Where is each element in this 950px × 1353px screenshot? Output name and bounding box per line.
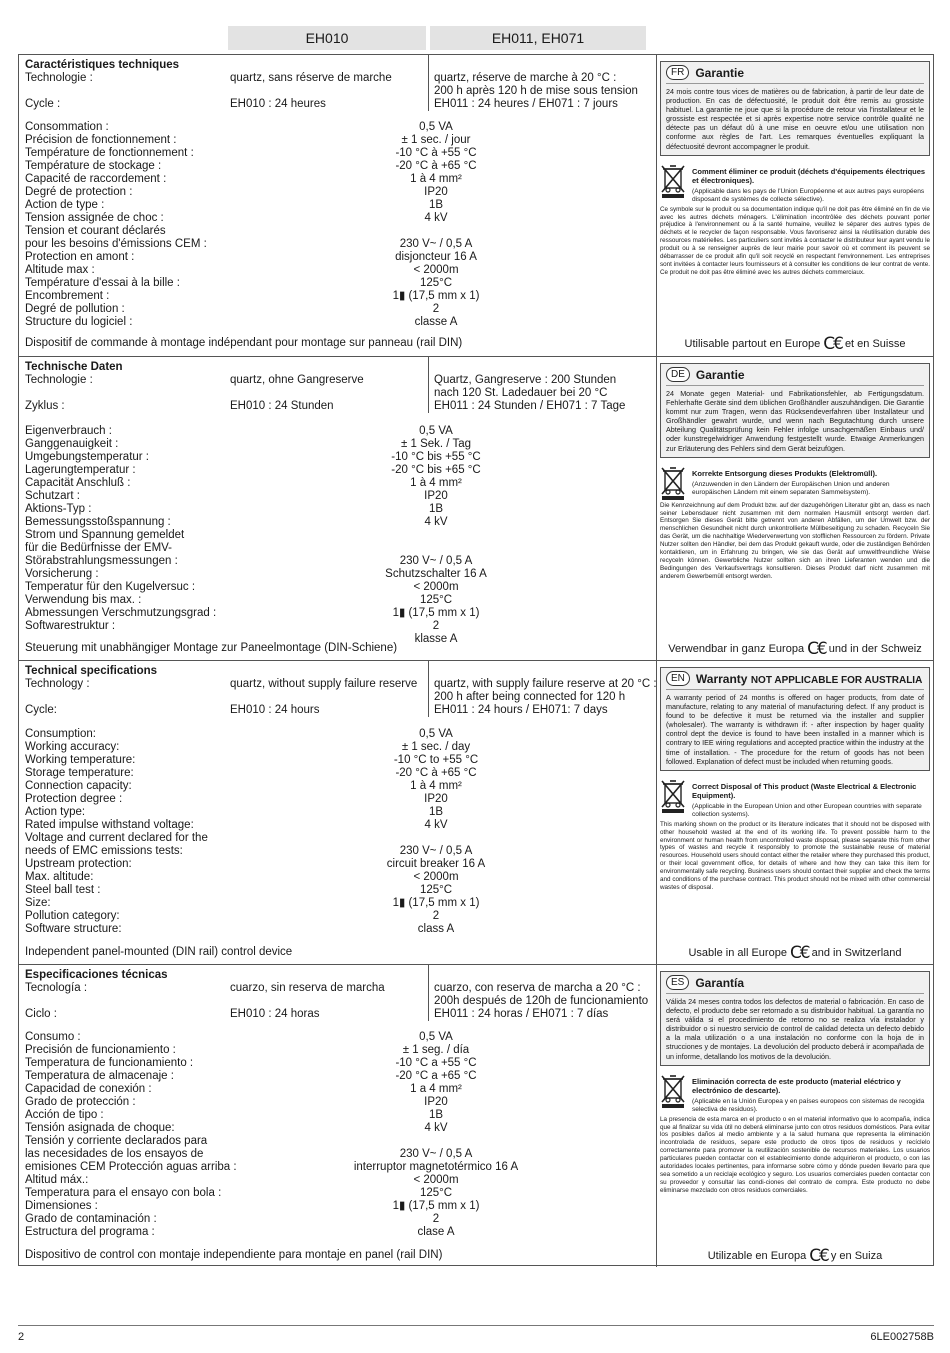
warranty-title-text: Warranty <box>695 671 748 686</box>
cycle-label: Cycle : <box>25 98 61 110</box>
usable-in-europe <box>660 943 930 963</box>
spec-value: 230 V~ / 0,5 A <box>399 1148 473 1160</box>
spec-label: Voltage and current declared for the <box>25 832 208 844</box>
spec-value: 0,5 VA <box>419 121 453 133</box>
document-reference: 6LE002758B <box>870 1331 934 1343</box>
spec-section-fr <box>19 55 933 356</box>
spec-value: 230 V~ / 0,5 A <box>399 238 473 250</box>
cycle-eh011: EH011 : 24 horas / EH071 : 7 días <box>434 1008 609 1020</box>
spec-value: ± 1 seg. / día <box>402 1044 470 1056</box>
spec-value: -20 °C a +65 °C <box>395 1070 477 1082</box>
spec-label: Température d'essai à la bille : <box>25 277 180 289</box>
spec-value: 1▮ (17,5 mm x 1) <box>392 290 480 302</box>
spec-label: Altitud máx.: <box>25 1174 89 1186</box>
spec-value: 0,5 VA <box>419 1031 453 1043</box>
weee-crossed-bin-icon <box>660 164 686 198</box>
technology-label: Tecnología : <box>25 982 88 994</box>
warranty-box <box>660 61 930 156</box>
spec-value: 125°C <box>419 594 453 606</box>
spec-value: 1 à 4 mm² <box>410 780 462 792</box>
cycle-eh011: EH011 : 24 hours / EH071: 7 days <box>434 704 608 716</box>
disposal-text: This marking shown on the product or its literature indicates that it should not be disposed with other household wasted at the end of its working life. To prevent possible harm to the environment or human health from uncontrolled waste disposal, please separate this from other types of wastes and recycle it responsibly to promote the sustainable reuse of material resources. Household users should contact either the retailer where they purchased this product, or their local government office, for details of where and how they can take this item for environmentally safe recycling. Business users should contact their supplier and check the terms and conditions of the purchase contract. This product should not be mixed with other commercial wastes of disposal. <box>660 820 930 891</box>
spec-label: Umgebungstemperatur : <box>25 451 150 463</box>
column-divider <box>428 357 429 413</box>
spec-label: Eigenverbrauch : <box>25 425 112 437</box>
spec-value: clase A <box>417 1226 455 1238</box>
spec-value: class A <box>417 923 455 935</box>
cycle-eh010: EH010 : 24 heures <box>230 98 326 110</box>
disposal-heading <box>692 1074 930 1114</box>
column-header-eh010: EH010 <box>228 26 426 50</box>
spec-label: Connection capacity: <box>25 780 132 792</box>
warranty-subtitle: NOT APPLICABLE FOR AUSTRALIA <box>750 674 923 686</box>
disposal-block <box>660 466 930 500</box>
cycle-eh010: EH010 : 24 horas <box>230 1008 320 1020</box>
spec-value: -10 °C a +55 °C <box>395 1057 477 1069</box>
spec-label: Température de fonctionnement : <box>25 147 194 159</box>
spec-value: IP20 <box>424 490 448 502</box>
technology-eh011-line2: 200 h après 120 h de mise sous tension <box>434 85 638 97</box>
spec-label: Température de stockage : <box>25 160 162 172</box>
usable-text: Verwendbar in ganz Europa <box>668 643 805 655</box>
warranty-title <box>696 368 745 382</box>
spec-label: Max. altitude: <box>25 871 94 883</box>
spec-value: 125°C <box>419 277 453 289</box>
spec-label: Temperatura de almacenaje : <box>25 1070 174 1082</box>
spec-label: Grado de contaminación : <box>25 1213 157 1225</box>
column-header-eh011-eh071: EH011, EH071 <box>430 26 646 50</box>
disposal-title: Korrekte Entsorgung dieses Produkts (Elektromüll). <box>692 468 878 478</box>
spec-label: Störabstrahlungsmessungen : <box>25 555 178 567</box>
warranty-title-text: Garantie <box>695 367 745 382</box>
warranty-panel <box>660 61 930 277</box>
spec-value: classe A <box>414 316 458 328</box>
section-footer-note: Independent panel-mounted (DIN rail) control device <box>25 946 293 958</box>
technology-eh010: cuarzo, sin reserva de marcha <box>230 982 385 994</box>
disposal-text: Ce symbole sur le produit ou sa documentation indique qu'il ne doit pas être éliminé en fin de vie avec les autres déchets ménagers. L'élimination incontrôlée des déchets pouvant porter préjudice à l'environnement ou à la santé humaine, veuillez le séparer des autres types de déchets et le recycler de façon responsable. Vous favoriserez ainsi la réutilisation durable des ressources matérielles. Les particuliers sont invités à contacter le distributeur leur ayant vendu le produit ou à se renseigner auprès de leur mairie pour savoir où et comment ils peuvent se débarrasser de ce produit afin qu'il soit recyclé en respectant l'environnement. Les entreprises sont invitées à contacter leurs fournisseurs et à consulter les conditions de leur contrat de vente. Ce produit ne doit pas être éliminé avec les autres déchets commerciaux. <box>660 205 930 276</box>
spec-value: < 2000m <box>413 581 459 593</box>
spec-value: 1▮ (17,5 mm x 1) <box>392 607 480 619</box>
bottom-rule <box>18 1325 934 1326</box>
cycle-eh011: EH011 : 24 heures / EH071 : 7 jours <box>434 98 618 110</box>
disposal-title: Correct Disposal of This product (Waste Electrical & Electronic Equipment). <box>692 781 917 800</box>
cycle-eh011: EH011 : 24 Stunden / EH071 : 7 Tage <box>434 400 626 412</box>
section-title: Technical specifications <box>25 665 158 677</box>
spec-label: pour les besoins d'émissions CEM : <box>25 238 207 250</box>
spec-label: Degré de pollution : <box>25 303 125 315</box>
spec-value: 4 kV <box>424 1122 448 1134</box>
warranty-text: 24 Monate gegen Material- und Fabrikationsfehler, ab Fertigungsdatum. Fehlerhafte Geräte sind dem üblichen Großhändler auszuhändigen. Die Garantie kommt nur zum Tragen, wenn das Rücksendeverfahren über Installateur und Großhändler gewahrt wurde, und wenn nach Begutachtung durch unsere Abteilung Qualitätsprüfung kein Fehler infolge unsachgemäßen Einbaus und/ oder kunstregelwidriger Anwendung festgestellt wurde. Etwaige Anmerkungen zur Erläuterung des Fehlers sind dem Gerät beizufügen. <box>666 385 924 453</box>
spec-label: Temperatur für den Kugelversuc : <box>25 581 196 593</box>
spec-label: Size: <box>25 897 51 909</box>
ce-mark-icon: C€ <box>807 639 826 659</box>
usable-text-suffix: et en Suisse <box>844 338 906 350</box>
spec-value: 1B <box>428 806 444 818</box>
spec-label: Rated impulse withstand voltage: <box>25 819 194 831</box>
usable-in-europe <box>660 1246 930 1266</box>
warranty-box <box>660 971 930 1066</box>
spec-label: Vorsicherung : <box>25 568 99 580</box>
spec-label: Précision de fonctionnement : <box>25 134 177 146</box>
warranty-box <box>660 667 930 771</box>
section-title: Technische Daten <box>25 361 123 373</box>
technology-eh010: quartz, ohne Gangreserve <box>230 374 364 386</box>
spec-value: ± 1 sec. / jour <box>401 134 471 146</box>
disposal-text: Die Kennzeichnung auf dem Produkt bzw. auf der dazugehörigen Literatur gibt an, dass es nach seiner Lebensdauer nicht zusammen mit dem normalen Hausmüll entsorgt werden darf. Entsorgen Sie dieses Gerät bitte getrennt von anderen Abfällen, um der Umwelt bzw. der menschlichen Gesundheit nicht durch unkontrollierte Müllbeseitigung zu schaden. Recyceln Sie das Gerät, um die nachhaltige Wiederverwertung von stofflichen Ressourcen zu fördern. Private Nutzer sollten den Händler, bei dem das Produkt gekauft wurde, oder die zuständigen Behörden kontaktieren, um in Erfahrung zu bringen, wie sie das Gerät auf umweltfreundliche Weise recyceln können. Gewerbliche Nutzer sollten sich an ihren Lieferanten wenden und die Bedingungen des Verkaufsvertrags konsultieren. Dieses Produkt darf nicht zusammen mit anderem Gewerbemüll entsorgt werden. <box>660 501 930 580</box>
spec-value: < 2000m <box>413 264 459 276</box>
spec-value: -10 °C to +55 °C <box>393 754 479 766</box>
spec-value: Schutzschalter 16 A <box>385 568 487 580</box>
cycle-label: Ciclo : <box>25 1008 57 1020</box>
spec-label: Working temperature: <box>25 754 136 766</box>
disposal-title: Comment éliminer ce produit (déchets d'équipements électriques et électroniques). <box>692 166 926 185</box>
spec-label: Estructura del programa : <box>25 1226 155 1238</box>
usable-text-suffix: und in der Schweiz <box>828 643 922 655</box>
usable-text-suffix: y en Suiza <box>830 1250 883 1262</box>
technology-eh011-line1: cuarzo, con reserva de marcha a 20 °C : <box>434 982 641 994</box>
spec-label: Verwendung bis max. : <box>25 594 142 606</box>
disposal-block <box>660 164 930 204</box>
technology-eh011-line2: nach 120 St. Ladedauer bei 20 °C <box>434 387 608 399</box>
language-badge: ES <box>666 975 689 990</box>
warranty-panel <box>660 363 930 581</box>
spec-label: needs of EMC emissions tests: <box>25 845 183 857</box>
spec-value: IP20 <box>424 793 448 805</box>
spec-value: 0,5 VA <box>419 728 453 740</box>
spec-label: las necesidades de los ensayos de <box>25 1148 204 1160</box>
spec-value: interruptor magnetotérmico 16 A <box>353 1161 519 1173</box>
column-divider <box>428 965 429 1021</box>
spec-label: Tension et courant déclarés <box>25 225 166 237</box>
spec-label: Encombrement : <box>25 290 110 302</box>
technology-label: Technologie : <box>25 374 93 386</box>
spec-value: disjoncteur 16 A <box>395 251 477 263</box>
warranty-title <box>696 672 922 686</box>
spec-value: 2 <box>432 620 440 632</box>
warranty-header <box>666 367 924 382</box>
usable-text: Utilisable partout en Europe <box>684 338 821 350</box>
disposal-note: (Applicable in the European Union and other European countries with separate collection systems). <box>692 802 922 818</box>
ce-mark-icon: C€ <box>823 334 842 354</box>
warranty-panel <box>660 971 930 1195</box>
technology-eh011-line1: Quartz, Gangreserve : 200 Stunden <box>434 374 617 386</box>
spec-value: 1 à 4 mm² <box>410 477 462 489</box>
spec-label: emisiones CEM Protección aguas arriba : <box>25 1161 237 1173</box>
spec-label: Structure du logiciel : <box>25 316 133 328</box>
technology-label: Technologie : <box>25 72 93 84</box>
spec-label: Storage temperature: <box>25 767 134 779</box>
spec-label: Temperatura para el ensayo con bola : <box>25 1187 222 1199</box>
usable-text-suffix: and in Switzerland <box>811 947 902 959</box>
spec-label: Capacidad de conexión : <box>25 1083 152 1095</box>
spec-value: 1B <box>428 1109 444 1121</box>
technology-eh010: quartz, sans réserve de marche <box>230 72 392 84</box>
spec-label: für die Bedürfnisse der EMV- <box>25 542 173 554</box>
spec-label: Ganggenauigkeit : <box>25 438 119 450</box>
spec-value: 2 <box>432 303 440 315</box>
spec-label: Action de type : <box>25 199 105 211</box>
spec-value: < 2000m <box>413 871 459 883</box>
spec-value: 4 kV <box>424 212 448 224</box>
ce-mark-icon: C€ <box>809 1246 828 1266</box>
spec-value: klasse A <box>414 633 458 645</box>
spec-label: Lagerungtemperatur : <box>25 464 136 476</box>
column-divider <box>428 55 429 111</box>
spec-label: Consumo : <box>25 1031 81 1043</box>
spec-label: Tensión asignada de choque: <box>25 1122 175 1134</box>
spec-value: 4 kV <box>424 516 448 528</box>
spec-value: 1 a 4 mm² <box>410 1083 462 1095</box>
spec-section-es <box>19 964 933 1267</box>
cycle-label: Zyklus : <box>25 400 65 412</box>
spec-value: 125°C <box>419 1187 453 1199</box>
spec-value: 1▮ (17,5 mm x 1) <box>392 897 480 909</box>
spec-label: Pollution category: <box>25 910 120 922</box>
warranty-header <box>666 65 924 80</box>
disposal-title: Eliminación correcta de este producto (material eléctrico y electrónico de descarte). <box>692 1076 901 1095</box>
cycle-eh010: EH010 : 24 hours <box>230 704 320 716</box>
disposal-note: (Applicable dans les pays de l'Union Européenne et aux autres pays européens disposant de systèmes de collecte sélective). <box>692 187 925 203</box>
spec-value: 0,5 VA <box>419 425 453 437</box>
warranty-title-text: Garantie <box>695 65 745 80</box>
spec-label: Schutzart : <box>25 490 80 502</box>
technology-eh011-line1: quartz, with supply failure reserve at 20 °C : <box>434 678 657 690</box>
spec-label: Protection en amont : <box>25 251 135 263</box>
weee-crossed-bin-icon <box>660 1074 686 1108</box>
spec-label: Degré de protection : <box>25 186 133 198</box>
spec-label: Aktions-Typ : <box>25 503 92 515</box>
spec-value: IP20 <box>424 1096 448 1108</box>
section-footer-note: Steuerung mit unabhängiger Montage zur Paneelmontage (DIN-Schiene) <box>25 642 398 654</box>
spec-label: Temperatura de funcionamiento : <box>25 1057 194 1069</box>
technology-eh011-line2: 200h después de 120h de funcionamiento <box>434 995 649 1007</box>
spec-value: 2 <box>432 910 440 922</box>
usable-text: Utilizable en Europa <box>707 1250 807 1262</box>
spec-label: Dimensiones : <box>25 1200 98 1212</box>
spec-value: -20 °C à +65 °C <box>395 160 477 172</box>
spec-label: Tension assignée de choc : <box>25 212 164 224</box>
warranty-text: A warranty period of 24 months is offered on hager products, from date of manufacture, relating to any material of manufacturing defect. If any product is found to be defective it must be returned via the installer and supplier (wholesaler). The warranty is withdrawn if: - after inspection by hager quality control dept the device is found to have been installed in a manner which is contrary to IEE wiring regulations and accepted practice within the industry at the time of installation. - The procedure for the return of goods has not been followed. Explanation of defect must be included when returning goods. <box>666 689 924 766</box>
usable-text: Usable in all Europe <box>688 947 787 959</box>
spec-label: Protection degree : <box>25 793 123 805</box>
disposal-note: (Aplicable en la Unión Europea y en países europeos con sistemas de recogida selectiva de residuos). <box>692 1097 925 1113</box>
spec-value: ± 1 Sek. / Tag <box>400 438 472 450</box>
cycle-label: Cycle: <box>25 704 57 716</box>
spec-label: Bemessungsstoßspannung : <box>25 516 171 528</box>
technology-label: Technology : <box>25 678 90 690</box>
spec-section-de <box>19 356 933 660</box>
spec-value: -20 °C à +65 °C <box>395 767 477 779</box>
spec-value: -20 °C bis +65 °C <box>391 464 481 476</box>
spec-value: 4 kV <box>424 819 448 831</box>
usable-in-europe <box>660 334 930 354</box>
spec-table <box>18 54 934 1266</box>
warranty-header <box>666 671 924 686</box>
disposal-block <box>660 779 930 819</box>
disposal-note: (Anzuwenden in den Ländern der Europäischen Union und anderen europäischen Ländern mit einem separaten Sammelsystem). <box>692 480 890 496</box>
language-badge: FR <box>666 65 689 80</box>
spec-value: -10 °C à +55 °C <box>395 147 477 159</box>
spec-value: 1B <box>428 503 444 515</box>
spec-label: Consumption: <box>25 728 96 740</box>
spec-label: Tensión y corriente declarados para <box>25 1135 208 1147</box>
spec-value: < 2000m <box>413 1174 459 1186</box>
spec-label: Software structure: <box>25 923 122 935</box>
cycle-eh010: EH010 : 24 Stunden <box>230 400 334 412</box>
spec-value: 125°C <box>419 884 453 896</box>
spec-label: Consommation : <box>25 121 109 133</box>
section-footer-note: Dispositif de commande à montage indépendant pour montage sur panneau (rail DIN) <box>25 337 463 349</box>
spec-label: Strom und Spannung gemeldet <box>25 529 185 541</box>
spec-label: Grado de protección : <box>25 1096 136 1108</box>
usable-in-europe <box>660 639 930 659</box>
section-title: Especificaciones técnicas <box>25 969 168 981</box>
ce-mark-icon: C€ <box>789 943 809 963</box>
spec-value: 2 <box>432 1213 440 1225</box>
disposal-block <box>660 1074 930 1114</box>
warranty-box <box>660 363 930 458</box>
spec-label: Precisión de funcionamiento : <box>25 1044 176 1056</box>
spec-value: circuit breaker 16 A <box>386 858 486 870</box>
spec-value: 1 à 4 mm² <box>410 173 462 185</box>
spec-label: Capacität Anschluß : <box>25 477 131 489</box>
page-number: 2 <box>18 1331 25 1343</box>
spec-label: Altitude max : <box>25 264 95 276</box>
spec-section-en <box>19 660 933 964</box>
weee-crossed-bin-icon <box>660 779 686 813</box>
spec-label: Action type: <box>25 806 86 818</box>
section-title: Caractéristiques techniques <box>25 59 180 71</box>
spec-value: ± 1 sec. / day <box>401 741 471 753</box>
warranty-panel <box>660 667 930 892</box>
spec-label: Abmessungen Verschmutzungsgrad : <box>25 607 217 619</box>
spec-label: Capacité de raccordement : <box>25 173 167 185</box>
spec-value: -10 °C bis +55 °C <box>391 451 481 463</box>
disposal-text: La presencia de esta marca en el producto o en el material informativo que lo acompaña, indica que al finalizar su vida útil no deberá eliminarse junto con otros residuos domésticos. Para evitar los posibles daños al medio ambiente y a la salud humana que representa la eliminación incontrolada de residuos, separe este producto de otros tipos de residuos y recíclelo correctamente para promover la reutilización sostenible de recursos materiales. Los usuarios particulares pueden contactar con el establecimiento donde adquirieron el producto, o con las autoridades locales pertinentes, para informarse sobre cómo y dónde pueden llevarlo para que sea sometido a un reciclaje ecológico y seguro. Los usuarios comerciales pueden contactar con su proveedor y consultar las condi-ciones del contrato de compra. Este producto no debe eliminarse mezclado con otros residuos comerciales. <box>660 1115 930 1194</box>
section-footer-note: Dispositivo de control con montaje independiente para montaje en panel (rail DIN) <box>25 1249 443 1261</box>
disposal-heading <box>692 466 930 500</box>
spec-label: Acción de tipo : <box>25 1109 104 1121</box>
warranty-text: 24 mois contre tous vices de matières ou de fabrication, à partir de leur date de production. En cas de défectuosité, le produit doit être remis au grossiste habituel. La garantie ne joue que si la procédure de retour via l'installateur et le grossiste est respectée et si après expertise notre service contrôle qualité ne détecte pas un défaut dû à une mise en oeuvre et/ou une utilisation non conforme aux règles de l'art. Les remarques éventuelles expliquant la défectuosité devront accompagner le produit. <box>666 83 924 151</box>
weee-crossed-bin-icon <box>660 466 686 500</box>
language-badge: EN <box>666 671 690 686</box>
spec-value: 230 V~ / 0,5 A <box>399 555 473 567</box>
technology-eh011-line2: 200 h after being connected for 120 h <box>434 691 626 703</box>
spec-value: 230 V~ / 0,5 A <box>399 845 473 857</box>
spec-label: Steel ball test : <box>25 884 101 896</box>
disposal-heading <box>692 164 930 204</box>
warranty-title <box>695 66 744 80</box>
spec-value: 1B <box>428 199 444 211</box>
spec-label: Softwarestruktur : <box>25 620 116 632</box>
spec-value: IP20 <box>424 186 448 198</box>
warranty-title <box>695 976 744 990</box>
warranty-header <box>666 975 924 990</box>
technology-eh010: quartz, without supply failure reserve <box>230 678 418 690</box>
warranty-title-text: Garantía <box>695 975 745 990</box>
disposal-heading <box>692 779 930 819</box>
column-divider <box>428 661 429 717</box>
warranty-text: Válida 24 meses contra todos los defectos de material o fabricación. En caso de defecto, el producto debe ser retornado a su distribuidor habitual. La garantía no será válida si el procedimiento de retorno no se realiza vía instalador y distribuidor o si nuestro servicio de control de calidad detecta un defecto debido a la mala utilización o a una instalación no conforme con la hoja de in strucciones y de montajes. La devolución del producto deberá ir acompañada de un informe, detallando los motivos de la devolución. <box>666 993 924 1061</box>
language-badge: DE <box>666 367 690 382</box>
spec-label: Working accuracy: <box>25 741 120 753</box>
technology-eh011-line1: quartz, réserve de marche à 20 °C : <box>434 72 617 84</box>
spec-value: 1▮ (17,5 mm x 1) <box>392 1200 480 1212</box>
spec-label: Upstream protection: <box>25 858 132 870</box>
